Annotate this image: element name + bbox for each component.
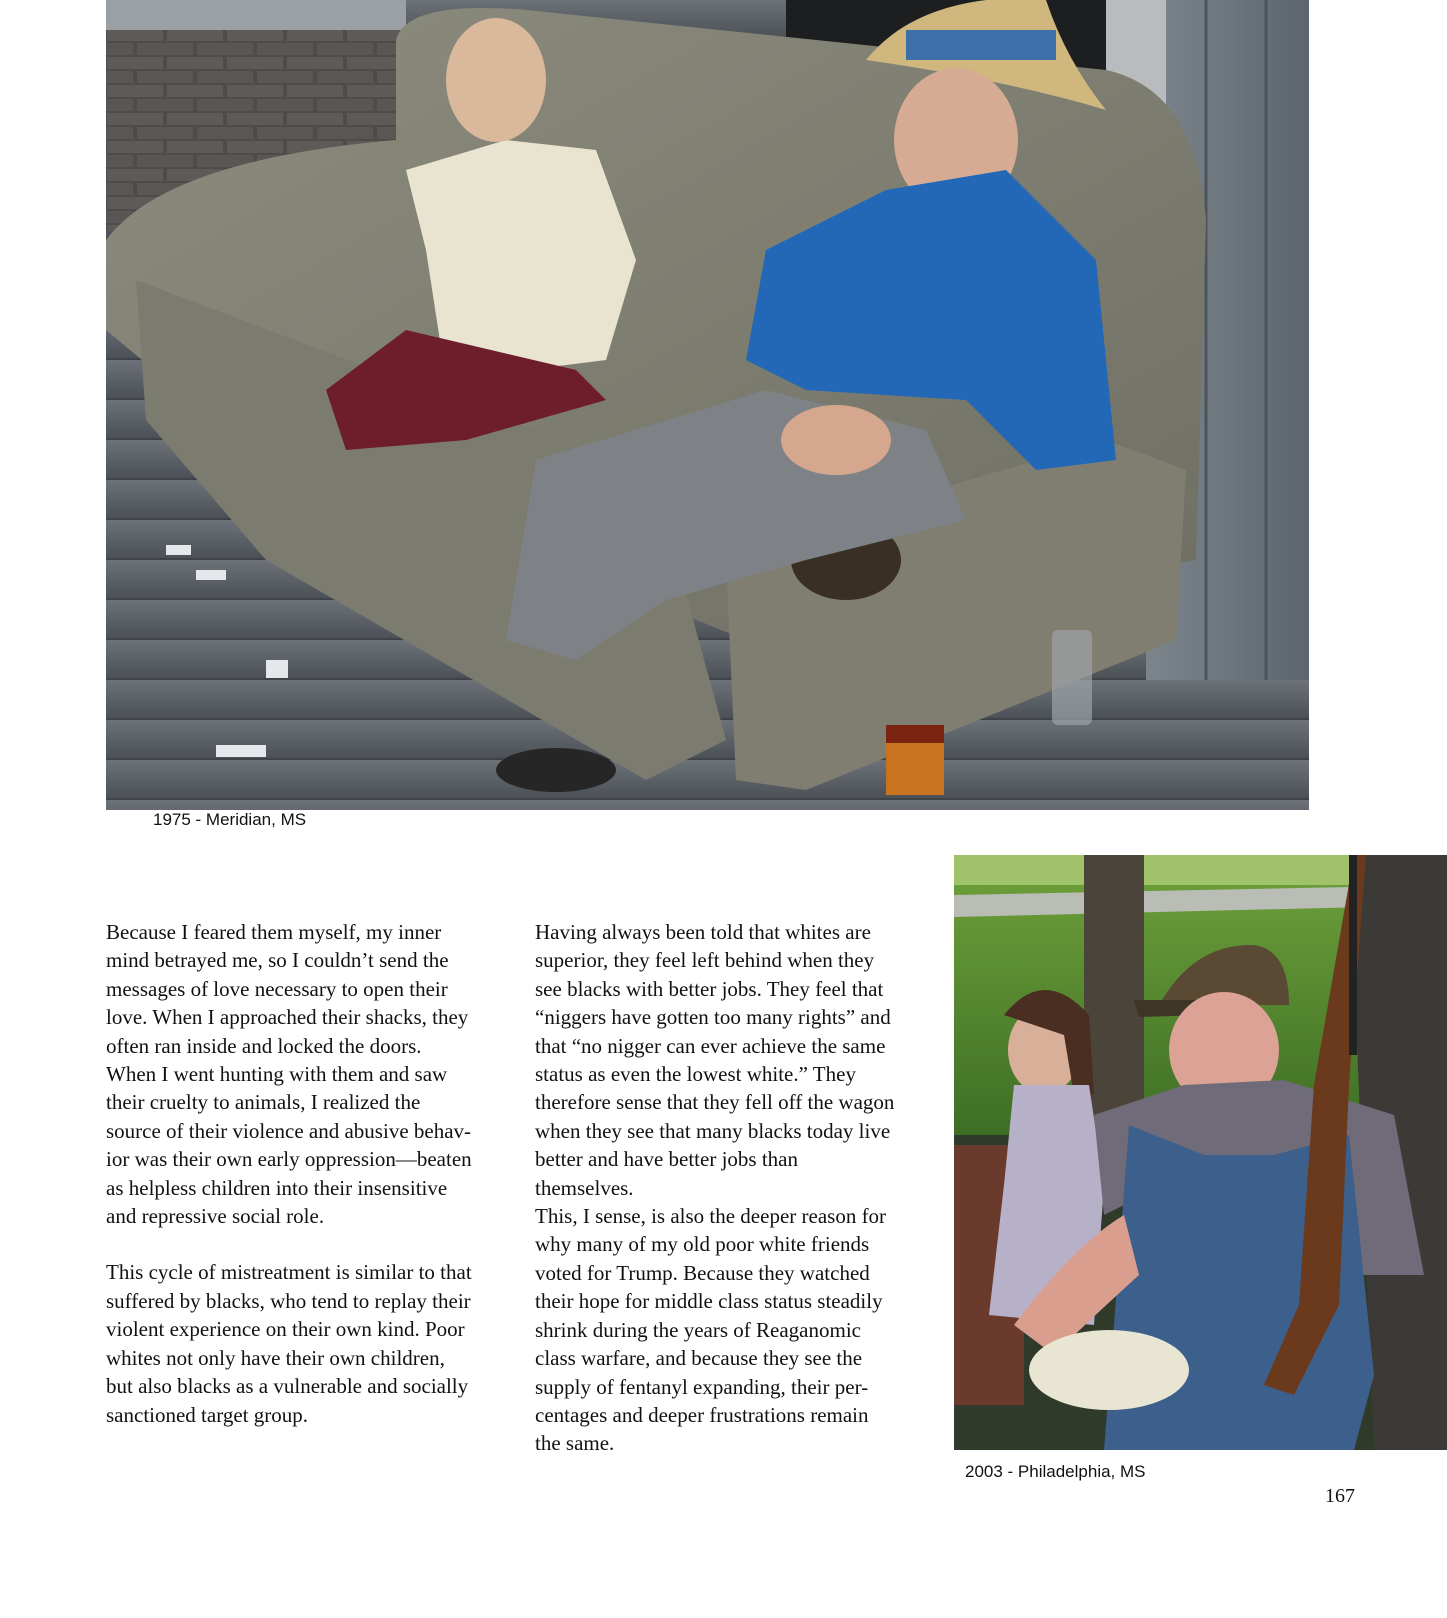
photo-man-with-rifle-image <box>954 855 1447 1450</box>
paragraph-right-1: Having always been told that whites are superior, they feel left behind when they see blacks with better jobs. They feel that “niggers have gotten too many rights” and that “no nigger can ever achieve the same status as even the lowest white.” They therefore sense that they fell off the wagon when they see that many blacks today live better and have better jobs than themselves. <box>535 920 895 1200</box>
photo-porch-couch-image <box>106 0 1309 810</box>
page-number: 167 <box>1325 1485 1355 1507</box>
photo-man-with-rifle <box>954 855 1447 1450</box>
photo-caption-top: 1975 - Meridian, MS <box>153 810 307 829</box>
photo-caption-right: 2003 - Philadelphia, MS <box>965 1462 1146 1481</box>
paragraph-left-2: This cycle of mistreatment is similar to that suffered by blacks, who tend to replay their violent experience on their own kind. Poor whites not only have their own children, but also blacks as a vulnerable and socially sanctioned target group. <box>106 1260 472 1427</box>
text-column-right <box>535 918 955 1458</box>
paragraph-spacer <box>106 1230 526 1258</box>
paragraph-right-2: This, I sense, is also the deeper reason for why many of my old poor white friends voted for Trump. Because they watched their hope for middle class status steadily shrink during the years of Reaganomic class warfare, and because they see the supply of fentanyl expanding, their per- centages and deeper frustrations remain the same. <box>535 1204 887 1456</box>
paragraph-left-1: Because I feared them myself, my inner mind betrayed me, so I couldn’t send the messages of love necessary to open their love. When I approached their shacks, they often ran inside and locked the doors. When I went hunting with them and saw their cruelty to animals, I realized the source of their violence and abusive behav- ior was their own early oppression—beaten as helpless children into their insensitive and repressive social role. <box>106 920 472 1229</box>
photo-porch-couch <box>106 0 1309 810</box>
text-column-left <box>106 918 526 1429</box>
